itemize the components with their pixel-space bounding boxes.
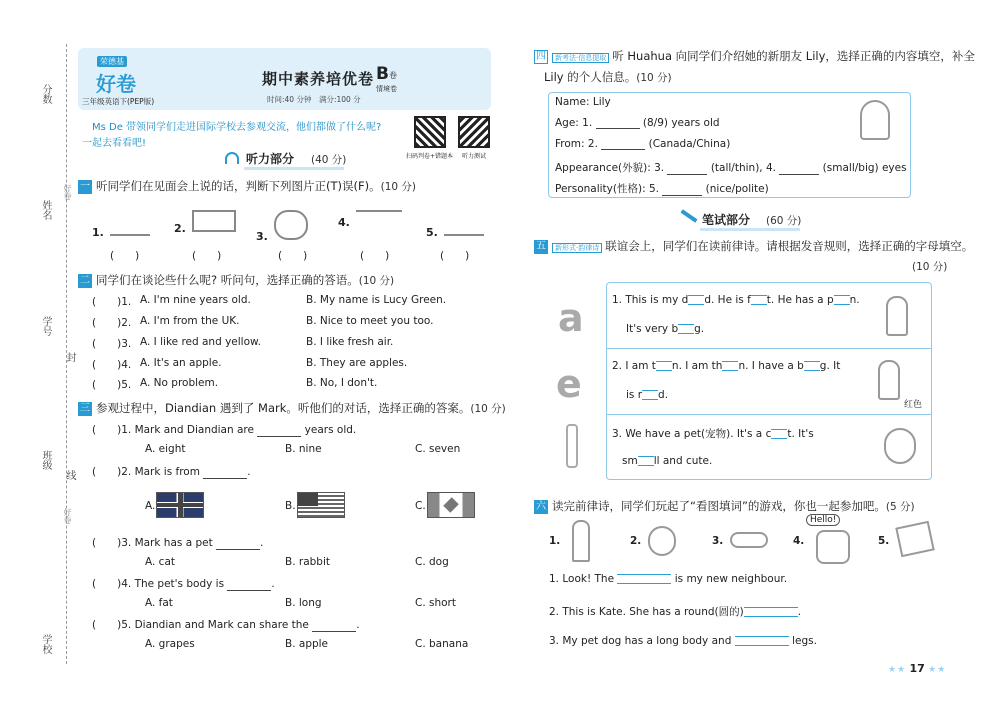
info-from[interactable]: From: 2. (Canada/China) <box>555 138 731 150</box>
letter-e-icon: e <box>556 362 582 406</box>
section-4-title: 四 新考法·信息提取 听 Huahua 向同学们介绍她的新朋友 Lily，选择正确的内容填空，补全 <box>536 49 975 63</box>
brand-top: 荣德基 <box>97 56 127 67</box>
s2-q3-a: A. I like red and yellow. <box>140 336 261 348</box>
letter-i-icon <box>566 424 578 468</box>
grade-label: 三年级英语下(PEP版) <box>82 97 155 106</box>
sidebar-name: 姓名 <box>40 200 51 220</box>
s6-pic-1 <box>572 520 590 562</box>
s3-q3-b: B. rabbit <box>285 556 330 568</box>
s2-q1-num[interactable]: ( )1. <box>92 296 132 308</box>
section-5-title: 五 新形式·韵律诗 联谊会上，同学们在读前律诗。请根据发音规则，选择正确的字母填空。 <box>536 239 974 253</box>
s6-label-2: 2. <box>630 535 642 547</box>
s1-pic-2: 2. <box>174 210 236 235</box>
s1-answer-4[interactable]: ( ) <box>360 250 390 262</box>
sidebar-seal: 封 <box>64 352 75 362</box>
s2-q2-a: A. I'm from the UK. <box>140 315 240 327</box>
s3-q3-c: C. dog <box>415 556 449 568</box>
s2-q5-num[interactable]: ( )5. <box>92 379 132 391</box>
sidebar-id: 学号 <box>40 316 51 336</box>
meta: 时间:40 分钟 满分:100 分 <box>267 95 361 104</box>
sidebar-school: 学校 <box>40 634 51 654</box>
s3-q2-c: C. <box>415 500 426 512</box>
sidebar-line: 线 <box>64 470 75 480</box>
section-6-title: 六 读完前律诗，同学们玩起了“看图填词”的游戏，你也一起参加吧。(5 分) <box>536 499 915 513</box>
rhyme-3-line-1[interactable]: 3. We have a pet(宠物). It's a c t. It's <box>612 428 814 440</box>
s6-label-3: 3. <box>712 535 724 547</box>
cat-illustration <box>884 428 916 464</box>
info-name: Name: Lily <box>555 96 611 108</box>
sidebar-score: 分数 <box>40 84 51 104</box>
page-title: 期中素养培优卷 <box>262 70 375 88</box>
hello-bubble: Hello! <box>806 514 840 526</box>
s3-q1-b: B. nine <box>285 443 322 455</box>
info-appearance[interactable]: Appearance(外貌): 3. (tall/thin), 4. (small/big) eyes <box>555 162 907 174</box>
qr-code-2[interactable] <box>458 116 490 148</box>
s6-pic-4 <box>816 530 850 564</box>
s6-q3[interactable]: 3. My pet dog has a long body and legs. <box>549 635 817 647</box>
qr-code-1[interactable] <box>414 116 446 148</box>
s2-q5-b: B. No, I don't. <box>306 377 378 389</box>
s3-q5-stem[interactable]: ( )5. Diandian and Mark can share the . <box>92 619 360 631</box>
rhyme-1-line-1[interactable]: 1. This is my d d. He is f t. He has a p n. <box>612 294 860 306</box>
listening-title: 听力部分 <box>246 152 295 166</box>
letter-a-icon: a <box>558 296 584 340</box>
section-3-title: 三 参观过程中，Diandian 遇到了 Mark。听他们的对话，选择正确的答案。(10 分) <box>80 401 506 415</box>
s6-label-1: 1. <box>549 535 561 547</box>
usa-flag-icon <box>297 492 345 518</box>
section-1-title: 一 听同学们在见面会上说的话，判断下列图片正(T)误(F)。(10 分) <box>80 179 416 193</box>
pencil-icon <box>680 209 697 223</box>
rhyme-divider-2 <box>606 414 932 415</box>
s2-q1-b: B. My name is Lucy Green. <box>306 294 447 306</box>
section-4-title-2: Lily 的个人信息。(10 分) <box>544 70 672 84</box>
section-2-title: 二 同学们在谈论些什么呢? 听问句，选择正确的答语。(10 分) <box>80 273 395 287</box>
s6-q2[interactable]: 2. This is Kate. She has a round(圆的) . <box>549 606 802 618</box>
writing-points: (60 分) <box>766 215 802 227</box>
s1-pic-1: 1. <box>92 210 150 239</box>
s2-q2-num[interactable]: ( )2. <box>92 317 132 329</box>
listening-underline <box>244 167 344 170</box>
qr-label-2: 听力测试 <box>462 153 487 160</box>
tag-word: 卷 <box>389 71 397 80</box>
s2-q3-num[interactable]: ( )3. <box>92 338 132 350</box>
s1-answer-2[interactable]: ( ) <box>192 250 222 262</box>
s1-answer-3[interactable]: ( ) <box>278 250 308 262</box>
s2-q5-a: A. No problem. <box>140 377 219 389</box>
canada-flag-icon <box>427 492 475 518</box>
s6-q1[interactable]: 1. Look! The is my new neighbour. <box>549 573 788 585</box>
s2-q3-b: B. I like fresh air. <box>306 336 394 348</box>
s3-q4-stem[interactable]: ( )4. The pet's body is . <box>92 578 275 590</box>
s3-q3-a: A. cat <box>145 556 175 568</box>
s2-q1-a: A. I'm nine years old. <box>140 294 251 306</box>
info-personality[interactable]: Personality(性格): 5. (nice/polite) <box>555 183 769 195</box>
s1-pic-4: 4. <box>338 210 402 229</box>
s1-answer-1[interactable]: ( ) <box>110 250 140 262</box>
s6-label-4: 4. <box>793 535 805 547</box>
s3-q1-stem[interactable]: ( )1. Mark and Diandian are years old. <box>92 424 357 436</box>
s1-pic-3: 3. <box>256 210 308 243</box>
listening-points: (40 分) <box>311 154 347 166</box>
sidebar-logo-1: 好卷 <box>63 184 72 200</box>
rhyme-2-line-2[interactable]: is r d. <box>626 389 669 401</box>
tag-sub: 情境卷 <box>376 85 397 93</box>
info-age[interactable]: Age: 1. (8/9) years old <box>555 117 720 129</box>
brand-logo: 好卷 <box>96 72 136 96</box>
rhyme-1-line-2[interactable]: It's very b g. <box>626 323 705 335</box>
s6-pic-2 <box>648 526 676 556</box>
writing-title: 笔试部分 <box>702 213 751 227</box>
s2-q2-b: B. Nice to meet you too. <box>306 315 434 327</box>
rhyme-divider-1 <box>606 348 932 349</box>
s1-answer-5[interactable]: ( ) <box>440 250 470 262</box>
s3-q5-b: B. apple <box>285 638 329 650</box>
s3-q3-stem[interactable]: ( )3. Mark has a pet . <box>92 537 264 549</box>
s3-q1-a: A. eight <box>145 443 186 455</box>
s6-pic-3 <box>730 532 768 548</box>
tag-letter: B <box>376 64 389 84</box>
red-label: 红色 <box>904 400 923 410</box>
s3-q4-b: B. long <box>285 597 322 609</box>
headphones-icon <box>225 152 239 164</box>
s3-q2-stem[interactable]: ( )2. Mark is from . <box>92 466 251 478</box>
s2-q4-num[interactable]: ( )4. <box>92 359 132 371</box>
s2-q4-a: A. It's an apple. <box>140 357 222 369</box>
intro-line-2: 一起去看看吧! <box>82 138 147 149</box>
s3-q4-c: C. short <box>415 597 456 609</box>
s3-q2-b: B. <box>285 500 296 512</box>
sidebar-logo-2: 好卷 <box>63 508 72 524</box>
girl-illustration <box>878 360 900 400</box>
rhyme-3-line-2[interactable]: sm ll and cute. <box>622 455 713 467</box>
sidebar-class: 班级 <box>40 450 51 470</box>
s6-pic-5 <box>895 521 934 557</box>
uk-flag-icon <box>156 492 204 518</box>
s3-q5-a: A. grapes <box>145 638 195 650</box>
intro-line-1: Ms De 带领同学们走进国际学校去参观交流，他们都做了什么呢? <box>92 122 382 133</box>
s3-q5-c: C. banana <box>415 638 469 650</box>
s3-q1-c: C. seven <box>415 443 461 455</box>
s1-pic-5: 5. <box>426 210 484 239</box>
lily-illustration <box>860 100 890 140</box>
boy-illustration <box>886 296 908 336</box>
s3-q2-a: A. <box>145 500 156 512</box>
writing-underline <box>700 228 800 231</box>
qr-label-1: 扫码判卷+错题本 <box>406 153 454 160</box>
rhyme-2-line-1[interactable]: 2. I am t n. I am th n. I have a b g. It <box>612 360 841 372</box>
s2-q4-b: B. They are apples. <box>306 357 408 369</box>
s6-label-5: 5. <box>878 535 890 547</box>
page-number: ★★ 17 ★★ <box>888 662 947 675</box>
s3-q4-a: A. fat <box>145 597 173 609</box>
section-5-points: (10 分) <box>912 261 948 273</box>
